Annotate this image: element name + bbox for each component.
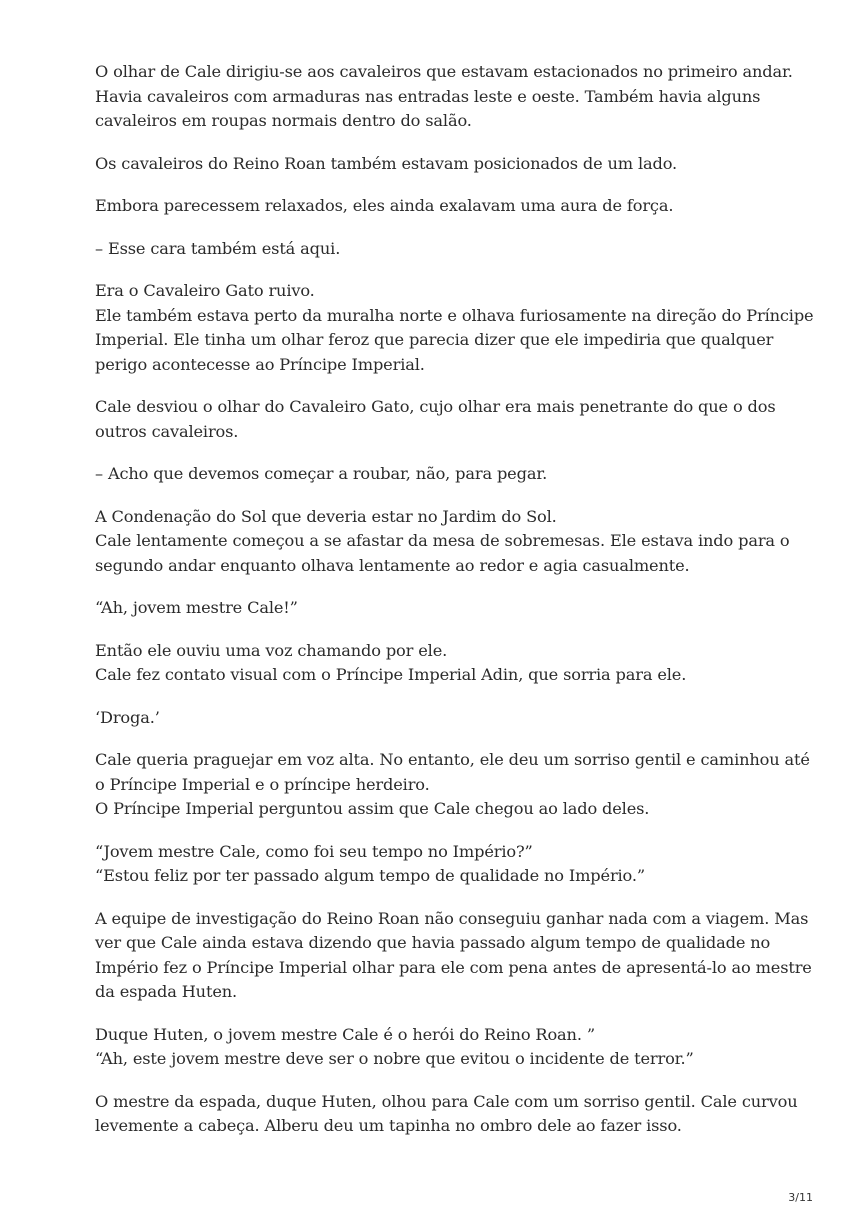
paragraph [95, 840, 795, 889]
page-number: 3/11 [788, 1191, 813, 1204]
text-line: o Príncipe Imperial e o príncipe herdeiro. [95, 774, 430, 794]
text-line: Imperial. Ele tinha um olhar feroz que parecia dizer que ele impediria que qualquer [95, 330, 774, 349]
text-line: Império fez o Príncipe Imperial olhar para ele com pena antes de apresentá-lo ao mestre [95, 957, 812, 977]
text-line: A Condenação do Sol que deveria estar no Jardim do Sol. [95, 506, 557, 526]
text-line: – Esse cara também está aqui. [95, 238, 341, 258]
paragraph [95, 279, 814, 377]
paragraph [95, 462, 795, 487]
text-line: Era o Cavaleiro Gato ruivo. [95, 281, 315, 300]
text-line: Havia cavaleiros com armaduras nas entradas leste e oeste. Também havia alguns [95, 86, 761, 106]
text-line: Os cavaleiros do Reino Roan também estavam posicionados de um lado. [95, 153, 678, 173]
text-line: Cale queria praguejar em voz alta. No entanto, ele deu um sorriso gentil e caminhou até [95, 750, 810, 769]
paragraph [95, 706, 795, 731]
text-line: “Ah, jovem mestre Cale!” [95, 598, 298, 617]
paragraph [95, 748, 810, 822]
paragraph [95, 505, 795, 579]
text-line: outros cavaleiros. [95, 421, 239, 441]
text-line: segundo andar enquanto olhava lentamente ao redor e agia casualmente. [95, 555, 690, 575]
text-line: A equipe de investigação do Reino Roan não conseguiu ganhar nada com a viagem. Mas [95, 908, 809, 928]
paragraph [95, 60, 795, 134]
text-line: ver que Cale ainda estava dizendo que havia passado algum tempo de qualidade no [95, 933, 771, 952]
text-line: Então ele ouviu uma voz chamando por ele. [95, 640, 448, 660]
paragraph [95, 639, 795, 688]
document-body [95, 60, 814, 1157]
text-line: levemente a cabeça. Alberu deu um tapinha no ombro dele ao fazer isso. [95, 1116, 682, 1135]
text-line: Cale fez contato visual com o Príncipe Imperial Adin, que sorria para ele. [95, 665, 687, 684]
text-line: – Acho que devemos começar a roubar, não, para pegar. [95, 464, 548, 483]
text-line: ‘Droga.’ [95, 707, 160, 727]
paragraph [95, 1023, 795, 1072]
text-line: Duque Huten, o jovem mestre Cale é o herói do Reino Roan. ” [95, 1024, 595, 1044]
paragraph [95, 395, 795, 444]
text-line: Cale lentamente começou a se afastar da mesa de sobremesas. Ele estava indo para o [95, 531, 790, 550]
text-line: O mestre da espada, duque Huten, olhou para Cale com um sorriso gentil. Cale curvou [95, 1091, 798, 1111]
paragraph [95, 194, 795, 219]
text-line: cavaleiros em roupas normais dentro do salão. [95, 111, 472, 130]
paragraph [95, 1090, 798, 1139]
text-line: Embora parecessem relaxados, eles ainda exalavam uma aura de força. [95, 196, 674, 215]
text-line: perigo acontecesse ao Príncipe Imperial. [95, 354, 425, 374]
text-line: Ele também estava perto da muralha norte e olhava furiosamente na direção do Príncipe [95, 305, 814, 325]
paragraph [95, 907, 812, 1005]
text-line: da espada Huten. [95, 982, 238, 1001]
paragraph [95, 152, 795, 177]
paragraph [95, 237, 795, 262]
text-line: O olhar de Cale dirigiu-se aos cavaleiros que estavam estacionados no primeiro andar. [95, 62, 793, 81]
text-line: Cale desviou o olhar do Cavaleiro Gato, cujo olhar era mais penetrante do que o dos [95, 397, 776, 416]
text-line: “Estou feliz por ter passado algum tempo de qualidade no Império.” [95, 866, 645, 885]
text-line: “Ah, este jovem mestre deve ser o nobre que evitou o incidente de terror.” [95, 1049, 694, 1068]
paragraph [95, 596, 795, 621]
text-line: “Jovem mestre Cale, como foi seu tempo no Império?” [95, 841, 533, 861]
text-line: O Príncipe Imperial perguntou assim que Cale chegou ao lado deles. [95, 799, 650, 818]
